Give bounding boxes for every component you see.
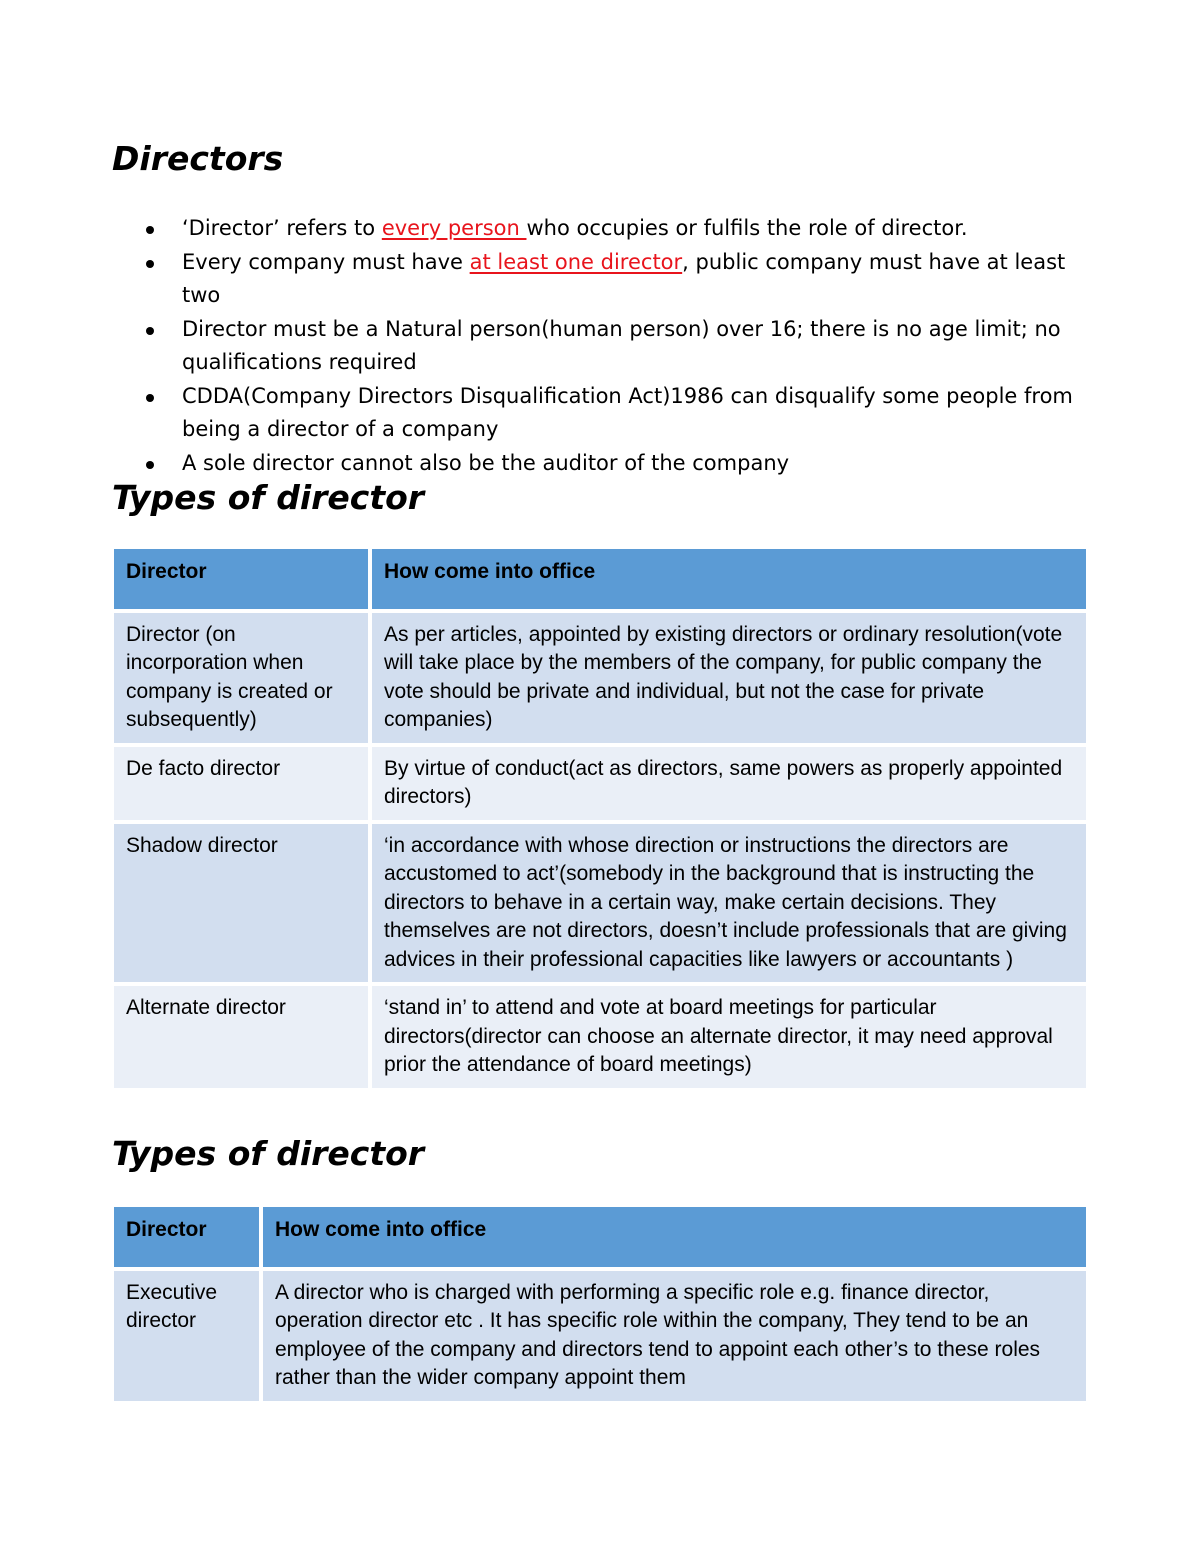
bullet-icon xyxy=(146,260,154,268)
how-come-into-office-cell: As per articles, appointed by existing directors or ordinary resolution(vote will take place by the members of the company, for public company the vote should be private and individual, but not the case for private companies) xyxy=(372,613,1086,743)
directors-bullet-list xyxy=(112,212,1092,481)
bullet-text: , public company must have at least two xyxy=(182,250,1066,307)
column-header-director: Director xyxy=(114,549,368,609)
bullet-icon xyxy=(146,226,154,234)
column-header-how-come-into-office: How come into office xyxy=(372,549,1086,609)
bullet-item xyxy=(112,313,1092,379)
director-type-cell: Shadow director xyxy=(114,824,368,983)
table-row xyxy=(114,824,1086,983)
types-of-director-table-2 xyxy=(110,1203,1090,1405)
bullet-text: Every company must have xyxy=(182,250,470,274)
director-type-cell: Executive director xyxy=(114,1271,259,1401)
how-come-into-office-cell: ‘stand in’ to attend and vote at board meetings for particular directors(director can choose an alternate director, it may need approval prior the attendance of board meetings) xyxy=(372,986,1086,1088)
director-type-cell: Alternate director xyxy=(114,986,368,1088)
table-header-row xyxy=(114,1207,1086,1267)
director-type-cell: Director (on incorporation when company is created or subsequently) xyxy=(114,613,368,743)
how-come-into-office-cell: A director who is charged with performing a specific role e.g. finance director, operation director etc . It has specific role within the company, They tend to be an employee of the company and directors tend to appoint each other’s to these roles rather than the wider company appoint them xyxy=(263,1271,1086,1401)
table-row xyxy=(114,986,1086,1088)
bullet-text: Director must be a Natural person(human person) over 16; there is no age limit; no qualifications required xyxy=(182,317,1061,374)
highlighted-text: every person xyxy=(381,216,527,240)
how-come-into-office-cell: ‘in accordance with whose direction or instructions the directors are accustomed to act’(somebody in the background that is instructing the directors to behave in a certain way, make certain decisions. They themselves are not directors, doesn’t include professionals that are giving advices in their professional capacities like lawyers or accountants ) xyxy=(372,824,1086,983)
bullet-icon xyxy=(146,394,154,402)
column-header-how-come-into-office: How come into office xyxy=(263,1207,1086,1267)
table-row xyxy=(114,747,1086,820)
bullet-item xyxy=(112,380,1092,446)
how-come-into-office-cell: By virtue of conduct(act as directors, same powers as properly appointed directors) xyxy=(372,747,1086,820)
table-row xyxy=(114,613,1086,743)
bullet-text: CDDA(Company Directors Disqualification Act)1986 can disqualify some people from being a director of a company xyxy=(182,384,1073,441)
bullet-text: who occupies or fulfils the role of director. xyxy=(526,216,968,240)
directors-heading: Directors xyxy=(112,139,284,178)
types-of-director-heading-2: Types of director xyxy=(112,1134,425,1173)
bullet-item xyxy=(112,246,1092,312)
bullet-icon xyxy=(146,327,154,335)
table-row xyxy=(114,1271,1086,1401)
bullet-icon xyxy=(146,461,154,469)
bullet-text: ‘Director’ refers to xyxy=(182,216,382,240)
table-header-row xyxy=(114,549,1086,609)
types-of-director-heading: Types of director xyxy=(112,478,425,517)
types-of-director-table xyxy=(110,545,1090,1092)
bullet-item xyxy=(112,212,1092,245)
column-header-director: Director xyxy=(114,1207,259,1267)
highlighted-text: at least one director xyxy=(469,250,683,274)
bullet-text: A sole director cannot also be the auditor of the company xyxy=(182,451,790,475)
director-type-cell: De facto director xyxy=(114,747,368,820)
bullet-item xyxy=(112,447,1092,480)
